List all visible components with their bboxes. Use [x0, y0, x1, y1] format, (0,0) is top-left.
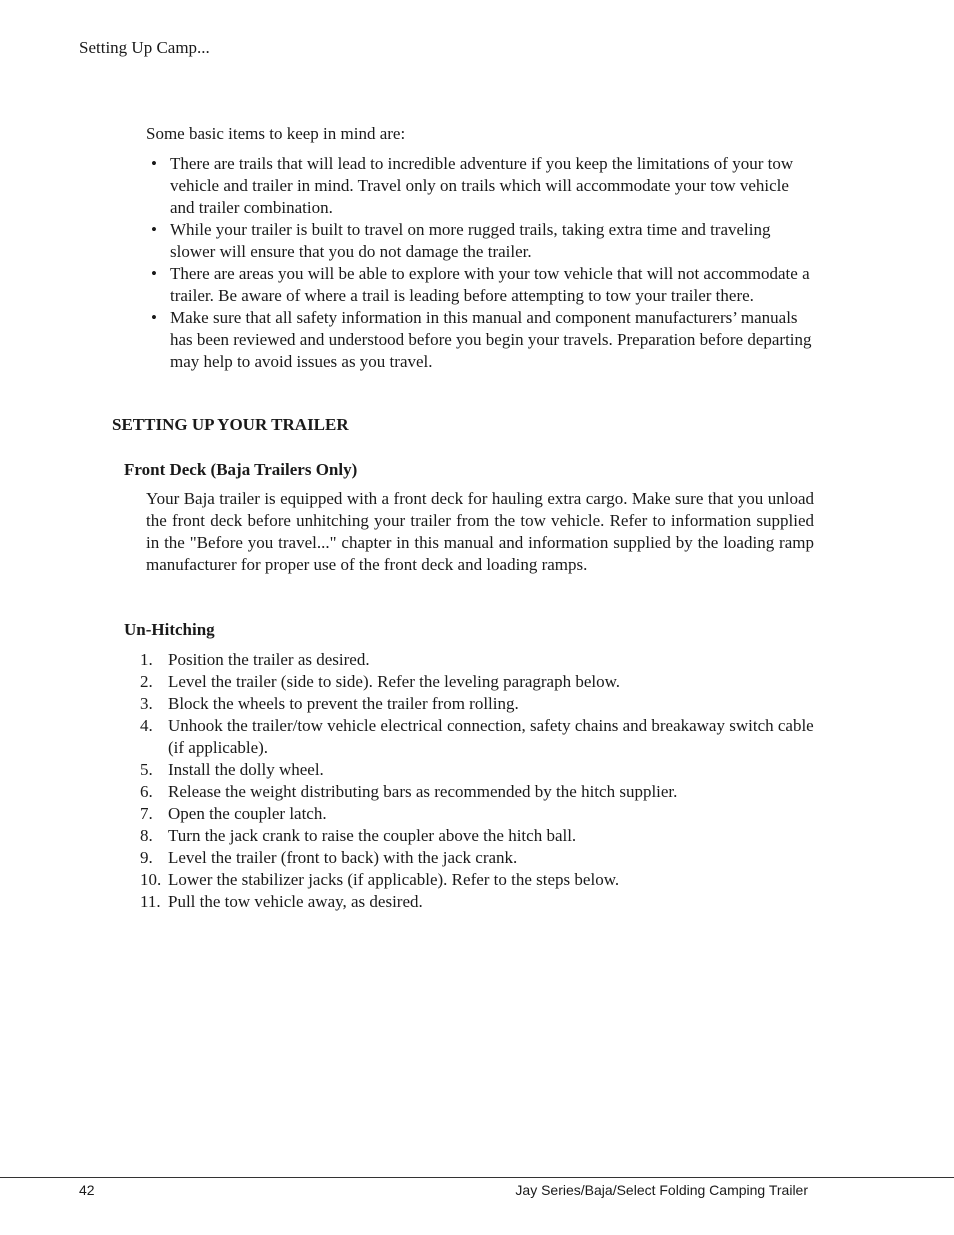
- running-head: Setting Up Camp...: [79, 38, 210, 57]
- list-item: [146, 263, 816, 307]
- step-text: Pull the tow vehicle away, as desired.: [168, 892, 423, 911]
- list-item: [140, 649, 820, 671]
- footer-divider: [0, 1177, 954, 1178]
- step-number: 9.: [140, 848, 153, 867]
- list-item: [146, 307, 816, 373]
- front-deck-paragraph: Your Baja trailer is equipped with a front deck for hauling extra cargo. Make sure that you unload the front deck before unhitching your trailer from the tow vehicle. Refer to information supplied in the "Before you travel..." chapter in this manual and information supplied by the loading ramp manufacturer for proper use of the front deck and loading ramps.: [146, 489, 814, 574]
- list-item: [140, 759, 820, 781]
- step-number: 7.: [140, 804, 153, 823]
- list-item: [140, 803, 820, 825]
- list-item: [140, 781, 820, 803]
- intro-text: Some basic items to keep in mind are:: [146, 124, 406, 143]
- bullet-list: [146, 153, 816, 373]
- list-item: [140, 891, 820, 913]
- list-item: [140, 715, 820, 759]
- step-number: 11.: [140, 892, 161, 911]
- bullet-icon: •: [151, 264, 157, 283]
- bullet-icon: •: [151, 154, 157, 173]
- unhitching-steps: [140, 649, 820, 913]
- step-number: 3.: [140, 694, 153, 713]
- step-number: 4.: [140, 716, 153, 735]
- step-text: Unhook the trailer/tow vehicle electrical connection, safety chains and breakaway switch cable (if applicable).: [168, 716, 814, 757]
- list-item: [146, 153, 816, 219]
- list-item: [140, 825, 820, 847]
- step-number: 10.: [140, 870, 162, 889]
- step-text: Block the wheels to prevent the trailer from rolling.: [168, 694, 519, 713]
- bullet-icon: •: [151, 308, 157, 327]
- step-text: Level the trailer (front to back) with the jack crank.: [168, 848, 518, 867]
- step-text: Lower the stabilizer jacks (if applicable). Refer to the steps below.: [168, 870, 620, 889]
- list-item: [146, 219, 816, 263]
- list-item: [140, 869, 820, 891]
- step-text: Level the trailer (side to side). Refer the leveling paragraph below.: [168, 672, 621, 691]
- step-text: Turn the jack crank to raise the coupler above the hitch ball.: [168, 826, 577, 845]
- step-number: 1.: [140, 650, 153, 669]
- footer-title: Jay Series/Baja/Select Folding Camping Trailer: [515, 1182, 808, 1198]
- section-heading: SETTING UP YOUR TRAILER: [112, 415, 349, 434]
- bullet-text: There are areas you will be able to explore with your tow vehicle that will not accommodate a trailer. Be aware of where a trail is leading before attempting to tow your trailer there.: [170, 264, 810, 305]
- list-item: [140, 693, 820, 715]
- step-number: 6.: [140, 782, 153, 801]
- bullet-icon: •: [151, 220, 157, 239]
- front-deck-heading: Front Deck (Baja Trailers Only): [124, 460, 358, 479]
- bullet-text: While your trailer is built to travel on more rugged trails, taking extra time and traveling slower will ensure that you do not damage the trailer.: [170, 220, 771, 261]
- unhitching-heading: Un-Hitching: [124, 620, 215, 639]
- step-number: 8.: [140, 826, 153, 845]
- step-text: Open the coupler latch.: [168, 804, 327, 823]
- step-text: Install the dolly wheel.: [168, 760, 324, 779]
- step-text: Release the weight distributing bars as recommended by the hitch supplier.: [168, 782, 678, 801]
- bullet-text: Make sure that all safety information in this manual and component manufacturers’ manuals has been reviewed and understood before you begin your travels. Preparation before departing may help to avoid issues as you travel.: [170, 308, 812, 371]
- step-number: 2.: [140, 672, 153, 691]
- step-number: 5.: [140, 760, 153, 779]
- list-item: [140, 847, 820, 869]
- bullet-text: There are trails that will lead to incredible adventure if you keep the limitations of your tow vehicle and trailer in mind. Travel only on trails which will accommodate your tow vehicle and trailer combination.: [170, 154, 794, 217]
- step-text: Position the trailer as desired.: [168, 650, 370, 669]
- page-number: 42: [79, 1182, 95, 1198]
- list-item: [140, 671, 820, 693]
